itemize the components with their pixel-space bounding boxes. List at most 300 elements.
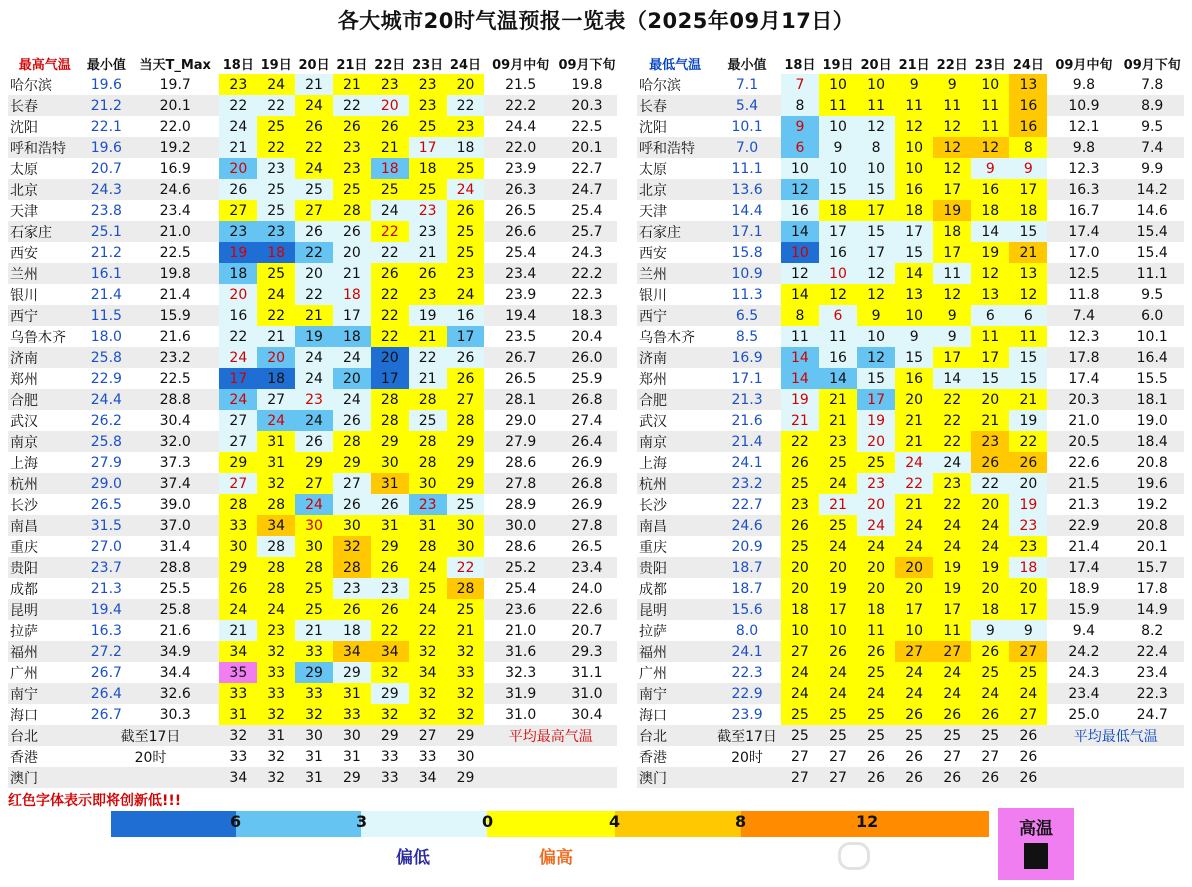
table-row: [8, 599, 617, 620]
forecast-cell: 13: [1009, 74, 1047, 95]
forecast-cell: 32: [409, 683, 447, 704]
mid-september-avg: 26.7: [484, 347, 557, 368]
forecast-cell: 11: [933, 620, 971, 641]
forecast-cell: 27: [409, 725, 447, 746]
forecast-cell: 29: [219, 557, 257, 578]
header-cell: 09月下旬: [558, 58, 616, 73]
forecast-cell: 9: [933, 326, 971, 347]
forecast-cell: 24: [781, 662, 819, 683]
forecast-cell: 30: [447, 515, 485, 536]
mid-september-avg: 22.2: [484, 95, 557, 116]
late-september-avg: 15.4: [1120, 221, 1184, 242]
table-row: [637, 515, 1184, 536]
forecast-cell: 22: [295, 242, 333, 263]
today-max: 19.2: [131, 137, 219, 158]
forecast-cell: 25: [781, 725, 819, 746]
forecast-cell: 33: [333, 704, 371, 725]
forecast-cell: 10: [895, 137, 933, 158]
forecast-cell: 16: [447, 305, 485, 326]
blank-cell: [484, 767, 617, 788]
table-row: [8, 557, 617, 578]
row-note: 20时: [731, 749, 763, 766]
today-max: 37.3: [159, 454, 191, 471]
table-row: [8, 284, 617, 305]
min-value: 26.7: [90, 664, 122, 681]
mid-september-avg: 31.9: [484, 683, 557, 704]
city-name: 兰州: [637, 263, 713, 284]
min-value: 22.9: [90, 370, 122, 387]
forecast-cell: 24: [933, 452, 971, 473]
forecast-cell: 32: [295, 704, 333, 725]
mid-september-avg: 16.3: [1047, 179, 1120, 200]
forecast-cell: 27: [943, 748, 962, 765]
forecast-cell: 19: [781, 389, 819, 410]
forecast-cell: 30: [456, 748, 475, 765]
city-name: 石家庄: [637, 221, 713, 242]
forecast-cell: 12: [933, 158, 971, 179]
forecast-cell: 16: [219, 305, 257, 326]
forecast-cell: 25: [971, 725, 1009, 746]
forecast-cell: 23: [857, 473, 895, 494]
forecast-cell: 24: [409, 557, 447, 578]
forecast-cell: 23: [333, 158, 371, 179]
today-max: 20.1: [131, 95, 219, 116]
table-row: [637, 389, 1184, 410]
mid-september-avg: 24.2: [1047, 641, 1120, 662]
table-row: [637, 158, 1184, 179]
city-name: 沈阳: [10, 119, 38, 136]
forecast-cell: 19: [857, 410, 895, 431]
min-value: 22.3: [731, 664, 763, 681]
city-name: 西宁: [8, 305, 82, 326]
forecast-cell: 20: [971, 578, 1009, 599]
forecast-cell: 24: [933, 515, 971, 536]
forecast-cell: 25: [447, 221, 485, 242]
late-september-avg: 19.6: [1120, 473, 1184, 494]
table-row: [8, 347, 617, 368]
today-max: 34.4: [159, 664, 191, 681]
late-september-avg: 19.0: [1136, 412, 1168, 429]
city-name: 西安: [10, 245, 38, 262]
mid-september-avg: 27.8: [484, 473, 557, 494]
city-name: 南宁: [8, 683, 82, 704]
late-september-avg: 17.8: [1136, 580, 1168, 597]
forecast-cell: 10: [781, 620, 819, 641]
table-row: [8, 221, 617, 242]
forecast-cell: 24: [895, 662, 933, 683]
min-value: 22.7: [731, 496, 763, 513]
legend-label-0: 0: [482, 812, 494, 831]
forecast-cell: 26: [371, 599, 409, 620]
forecast-cell: 14: [819, 368, 857, 389]
forecast-cell: 22: [295, 137, 333, 158]
table-row: [637, 137, 1184, 158]
min-value: 26.7: [90, 706, 122, 723]
forecast-cell: 33: [295, 683, 333, 704]
forecast-cell: 34: [409, 662, 447, 683]
forecast-cell: 32: [257, 473, 295, 494]
forecast-cell: 24: [819, 683, 857, 704]
forecast-cell: 26: [933, 704, 971, 725]
forecast-cell: 29: [447, 767, 485, 788]
mid-september-avg: 22.0: [484, 137, 557, 158]
forecast-cell: 33: [229, 748, 248, 765]
city-name: 海口: [639, 707, 667, 724]
mid-september-avg: 21.5: [505, 76, 537, 93]
city-name: 拉萨: [639, 623, 667, 640]
min-value: 25.8: [82, 431, 131, 452]
forecast-cell: 20: [295, 263, 333, 284]
city-name: 杭州: [8, 473, 82, 494]
forecast-cell: 24: [409, 599, 447, 620]
min-value: 18.0: [90, 328, 122, 345]
forecast-cell: 30: [409, 473, 447, 494]
forecast-cell: 30: [333, 515, 371, 536]
average-label: 平均最低气温: [1047, 725, 1184, 746]
city-name: 长沙: [639, 497, 667, 514]
late-september-avg: 14.9: [1120, 599, 1184, 620]
late-september-avg: 26.5: [571, 538, 603, 555]
city-name: 长春: [8, 95, 82, 116]
forecast-cell: 21: [257, 326, 295, 347]
table-row: [637, 599, 1184, 620]
table-row: [637, 95, 1184, 116]
forecast-cell: 14: [971, 221, 1009, 242]
forecast-cell: 15: [895, 347, 933, 368]
forecast-cell: 27: [981, 748, 1000, 765]
min-value: 5.4: [713, 95, 781, 116]
late-september-avg: 30.4: [571, 706, 603, 723]
mid-september-avg: 21.3: [1068, 496, 1100, 513]
forecast-cell: 28: [409, 452, 447, 473]
forecast-cell: 28: [257, 536, 295, 557]
city-name: 香港: [10, 749, 38, 766]
forecast-cell: 20: [857, 557, 895, 578]
forecast-cell: 14: [895, 263, 933, 284]
forecast-cell: 28: [333, 557, 371, 578]
forecast-cell: 14: [781, 347, 819, 368]
forecast-cell: 29: [371, 725, 409, 746]
mid-september-avg: 26.5: [505, 370, 537, 387]
forecast-cell: 18: [447, 137, 485, 158]
min-value: 27.9: [90, 454, 122, 471]
forecast-cell: 21: [1009, 389, 1047, 410]
forecast-cell: 19: [933, 200, 971, 221]
extra-row: [637, 746, 1184, 767]
legend-label-12: 12: [856, 812, 879, 831]
forecast-cell: 22: [447, 95, 485, 116]
forecast-cell: 28: [257, 578, 295, 599]
forecast-cell: 25: [257, 263, 295, 284]
forecast-cell: 26: [447, 347, 485, 368]
forecast-cell: 34: [257, 515, 295, 536]
today-max: 28.8: [131, 389, 219, 410]
table-row: [637, 662, 1184, 683]
mid-september-avg: 25.0: [1068, 706, 1100, 723]
forecast-cell: 23: [333, 137, 371, 158]
late-september-avg: 14.6: [1136, 202, 1168, 219]
blank-cell: [484, 746, 617, 767]
extra-row: [8, 767, 617, 788]
forecast-cell: 24: [333, 389, 371, 410]
forecast-cell: 31: [409, 515, 447, 536]
forecast-cell: 18: [257, 368, 295, 389]
table-row: [637, 578, 1184, 599]
forecast-cell: 22: [371, 620, 409, 641]
late-september-avg: 20.8: [1120, 515, 1184, 536]
forecast-cell: 32: [409, 704, 447, 725]
forecast-cell: 25: [819, 515, 857, 536]
forecast-cell: 12: [971, 137, 1009, 158]
city-name: 广州: [10, 665, 38, 682]
forecast-cell: 26: [295, 221, 333, 242]
forecast-cell: 24: [819, 473, 857, 494]
forecast-cell: 21: [971, 410, 1009, 431]
city-name: 澳门: [8, 767, 82, 788]
forecast-cell: 22: [447, 557, 485, 578]
forecast-cell: 20: [895, 389, 933, 410]
min-value: 16.9: [713, 347, 781, 368]
mid-september-avg: 11.8: [1068, 286, 1100, 303]
forecast-cell: 24: [971, 536, 1009, 557]
table-row: [8, 431, 617, 452]
forecast-cell: 26: [857, 767, 895, 788]
table-row: [637, 368, 1184, 389]
table-row: [637, 410, 1184, 431]
mid-september-avg: 24.3: [1068, 664, 1100, 681]
mid-september-avg: 22.9: [1047, 515, 1120, 536]
forecast-cell: 17: [933, 179, 971, 200]
today-max: 25.8: [131, 599, 219, 620]
forecast-cell: 25: [295, 578, 333, 599]
today-max: 28.8: [131, 557, 219, 578]
forecast-cell: 35: [219, 662, 257, 683]
today-max: 37.4: [131, 473, 219, 494]
header-cell: 18日: [784, 58, 816, 73]
header-title: 最高气温: [18, 58, 71, 73]
min-value: 22.1: [90, 118, 122, 135]
min-value: 18.7: [713, 557, 781, 578]
late-september-avg: 22.2: [557, 263, 617, 284]
city-name: 长沙: [10, 497, 38, 514]
late-september-avg: 16.4: [1120, 347, 1184, 368]
today-max: 30.4: [159, 412, 191, 429]
city-name: 重庆: [10, 539, 38, 556]
forecast-cell: 22: [295, 284, 333, 305]
city-name: 济南: [637, 347, 713, 368]
forecast-cell: 32: [257, 641, 295, 662]
forecast-cell: 23: [371, 74, 409, 95]
mid-september-avg: 21.5: [1047, 473, 1120, 494]
forecast-cell: 11: [857, 620, 895, 641]
table-row: [637, 683, 1184, 704]
forecast-cell: 25: [819, 452, 857, 473]
table-row: [8, 95, 617, 116]
city-name: 澳门: [637, 767, 713, 788]
forecast-cell: 12: [857, 263, 895, 284]
late-september-avg: 20.1: [557, 137, 617, 158]
city-name: 福州: [637, 641, 713, 662]
forecast-cell: 11: [1009, 326, 1047, 347]
mid-september-avg: 25.4: [505, 244, 537, 261]
late-september-avg: 26.4: [557, 431, 617, 452]
legend-gold: [615, 811, 741, 837]
forecast-cell: 21: [819, 494, 857, 515]
late-september-avg: 10.1: [1136, 328, 1168, 345]
forecast-cell: 29: [295, 662, 333, 683]
late-september-avg: 14.2: [1120, 179, 1184, 200]
forecast-cell: 28: [295, 557, 333, 578]
min-value: 23.9: [731, 706, 763, 723]
city-name: 太原: [10, 161, 38, 178]
table-row: [8, 326, 617, 347]
min-value: 15.6: [713, 599, 781, 620]
forecast-cell: 12: [933, 116, 971, 137]
forecast-cell: 17: [933, 242, 971, 263]
table-row: [8, 305, 617, 326]
late-september-avg: 26.8: [557, 473, 617, 494]
forecast-cell: 11: [933, 95, 971, 116]
forecast-cell: 31: [371, 515, 409, 536]
forecast-cell: 26: [409, 263, 447, 284]
forecast-cell: 26: [1009, 725, 1047, 746]
forecast-cell: 30: [295, 725, 333, 746]
table-row: [637, 221, 1184, 242]
forecast-cell: 31: [295, 767, 333, 788]
forecast-cell: 32: [257, 704, 295, 725]
forecast-cell: 32: [257, 767, 295, 788]
forecast-cell: 22: [1009, 431, 1047, 452]
forecast-cell: 25: [257, 200, 295, 221]
forecast-cell: 21: [409, 242, 447, 263]
forecast-cell: 26: [447, 368, 485, 389]
forecast-cell: 8: [1009, 137, 1047, 158]
forecast-cell: 21: [333, 263, 371, 284]
city-name: 郑州: [639, 371, 667, 388]
forecast-cell: 27: [447, 389, 485, 410]
city-name: 沈阳: [639, 119, 667, 136]
forecast-cell: 24: [971, 515, 1009, 536]
forecast-cell: 21: [219, 620, 257, 641]
city-name: 北京: [637, 179, 713, 200]
mid-september-avg: 25.2: [484, 557, 557, 578]
forecast-cell: 11: [971, 116, 1009, 137]
forecast-cell: 19: [1009, 410, 1047, 431]
forecast-cell: 25: [447, 242, 485, 263]
forecast-cell: 24: [219, 347, 257, 368]
late-september-avg: 18.4: [1120, 431, 1184, 452]
forecast-cell: 34: [219, 641, 257, 662]
late-september-avg: 18.1: [1120, 389, 1184, 410]
forecast-cell: 18: [333, 620, 371, 641]
forecast-cell: 23: [409, 494, 447, 515]
forecast-cell: 26: [333, 599, 371, 620]
mid-september-avg: 19.4: [484, 305, 557, 326]
late-september-avg: 25.9: [571, 370, 603, 387]
forecast-cell: 23: [409, 74, 447, 95]
mid-september-avg: 32.3: [505, 664, 537, 681]
forecast-cell: 10: [857, 74, 895, 95]
forecast-cell: 24: [295, 95, 333, 116]
forecast-cell: 10: [819, 263, 857, 284]
table-row: [637, 116, 1184, 137]
city-name: 重庆: [639, 539, 667, 556]
min-value: 7.1: [735, 76, 759, 93]
forecast-cell: 29: [333, 452, 371, 473]
min-value: 24.1: [731, 454, 763, 471]
forecast-cell: 15: [1009, 368, 1047, 389]
mid-september-avg: 28.6: [505, 454, 537, 471]
forecast-cell: 17: [1009, 179, 1047, 200]
forecast-cell: 25: [895, 725, 933, 746]
forecast-cell: 8: [857, 137, 895, 158]
forecast-cell: 11: [971, 326, 1009, 347]
forecast-cell: 23: [819, 431, 857, 452]
forecast-cell: 24: [781, 683, 819, 704]
watermark: [838, 842, 1158, 870]
forecast-cell: 25: [295, 599, 333, 620]
min-value: 27.0: [90, 538, 122, 555]
forecast-cell: 32: [371, 704, 409, 725]
forecast-cell: 15: [857, 221, 895, 242]
forecast-cell: 31: [305, 748, 323, 765]
header-cell: 23日: [412, 58, 444, 73]
min-value: 19.6: [90, 76, 122, 93]
min-value: 10.1: [731, 118, 763, 135]
city-name: 哈尔滨: [639, 77, 681, 94]
forecast-cell: 10: [857, 158, 895, 179]
city-name: 福州: [8, 641, 82, 662]
forecast-cell: 9: [857, 305, 895, 326]
forecast-cell: 22: [257, 305, 295, 326]
forecast-cell: 23: [409, 200, 447, 221]
table-row: [8, 74, 617, 95]
table-row: [637, 536, 1184, 557]
forecast-cell: 19: [219, 242, 257, 263]
forecast-cell: 9: [971, 620, 1009, 641]
forecast-cell: 21: [219, 137, 257, 158]
mid-september-avg: 16.7: [1068, 202, 1100, 219]
forecast-cell: 21: [895, 410, 933, 431]
table-row: [8, 473, 617, 494]
forecast-cell: 17: [895, 221, 933, 242]
header-cell: 24日: [1012, 58, 1044, 73]
forecast-cell: 27: [333, 473, 371, 494]
forecast-cell: 24: [1009, 683, 1047, 704]
min-value: 27.2: [82, 641, 131, 662]
forecast-cell: 16: [971, 179, 1009, 200]
page-title: 各大城市20时气温预报一览表（2025年09月17日）: [337, 9, 855, 33]
city-name: 上海: [10, 455, 38, 472]
today-max: 25.5: [159, 580, 191, 597]
legend-high-temp-label: 高温: [1019, 819, 1053, 839]
forecast-cell: 23: [409, 284, 447, 305]
city-name: 贵阳: [8, 557, 82, 578]
mid-september-avg: 24.4: [505, 118, 537, 135]
forecast-cell: 30: [219, 536, 257, 557]
forecast-cell: 25: [257, 116, 295, 137]
forecast-cell: 25: [857, 662, 895, 683]
forecast-cell: 26: [219, 578, 257, 599]
city-name: 台北: [8, 725, 82, 746]
forecast-cell: 24: [295, 410, 333, 431]
forecast-cell: 28: [409, 536, 447, 557]
forecast-cell: 15: [1009, 347, 1047, 368]
city-name: 天津: [639, 203, 667, 220]
city-name: 拉萨: [10, 623, 38, 640]
forecast-cell: 17: [819, 221, 857, 242]
city-name: 成都: [639, 581, 667, 598]
